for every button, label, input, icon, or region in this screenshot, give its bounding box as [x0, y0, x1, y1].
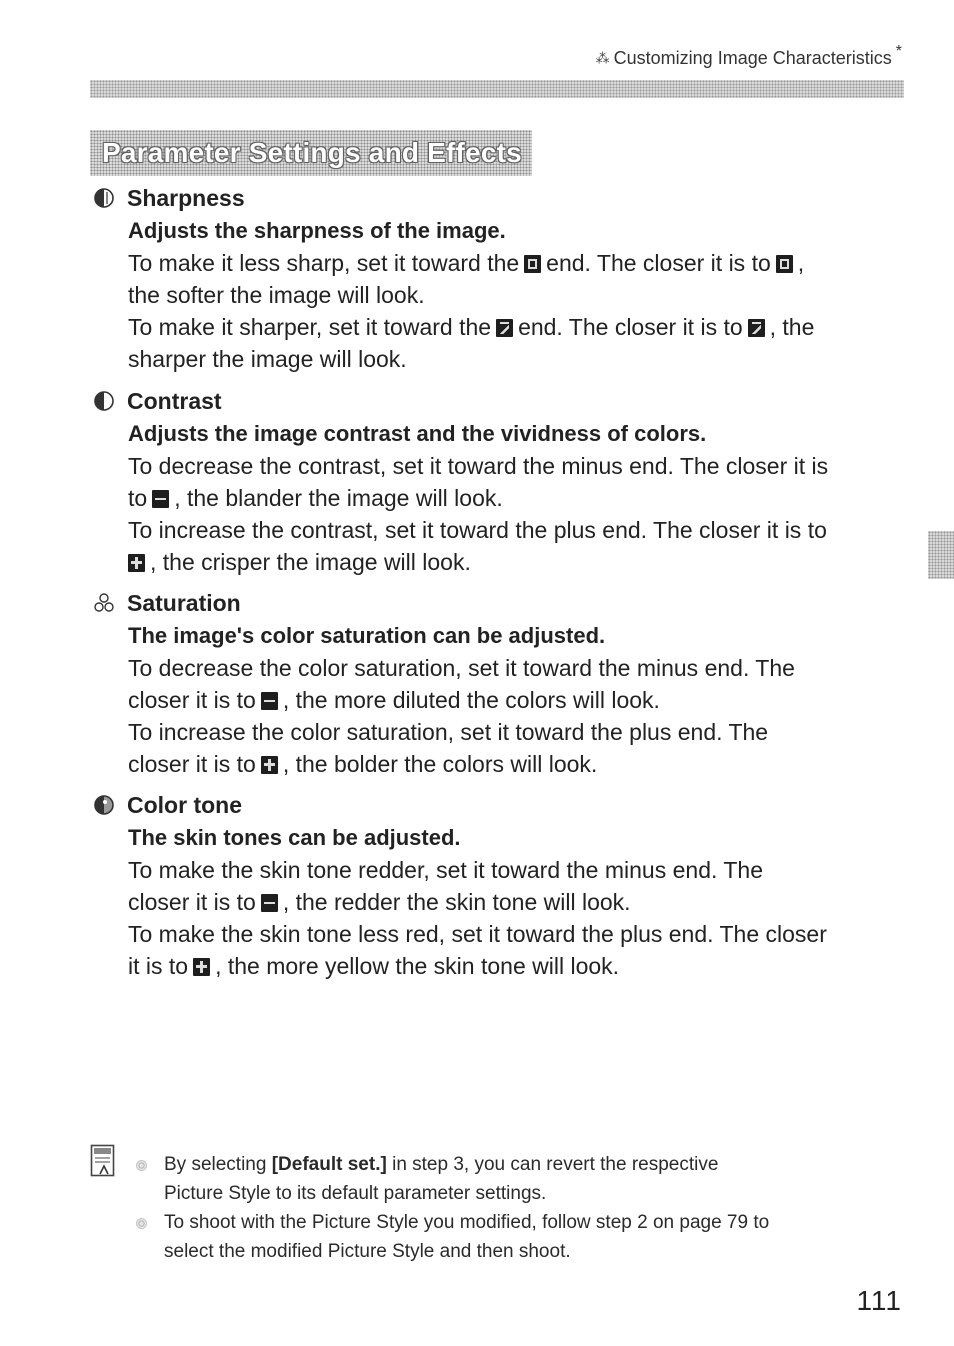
plus-setting-icon	[128, 554, 145, 572]
param-sharpness	[90, 183, 910, 375]
param-saturation	[90, 588, 910, 780]
param-name: Color tone	[127, 791, 242, 818]
param-text: To decrease the contrast, set it toward the minus end. The closer it is to , the blander the image will look.	[128, 453, 829, 511]
bullet-icon	[136, 1218, 147, 1229]
page-number: 111	[856, 1285, 902, 1316]
note-item: To shoot with the Picture Style you modified, follow step 2 on page 79 to select the modified Picture Style and then shoot.	[134, 1208, 914, 1266]
section-title: Parameter Settings and Effects	[102, 137, 522, 168]
param-color-tone	[90, 790, 910, 982]
header-asterisk: *	[895, 42, 902, 60]
param-text: To make the skin tone less red, set it toward the plus end. The closer it is to , the more yellow the skin tone will look.	[128, 921, 827, 979]
param-contrast	[90, 386, 910, 578]
running-header-title: Customizing Image Characteristics	[613, 48, 892, 68]
minus-setting-icon	[261, 692, 278, 710]
param-subtitle: The image's color saturation can be adjusted.	[128, 623, 606, 648]
zero-setting-icon	[776, 255, 793, 273]
contrast-icon	[90, 389, 118, 413]
param-text: To make it less sharp, set it toward the end. The closer it is to , the softer the image will look.	[128, 250, 805, 308]
param-text: To increase the contrast, set it toward the plus end. The closer it is to , the crisper the image will look.	[128, 517, 827, 575]
minus-setting-icon	[261, 894, 278, 912]
param-name: Sharpness	[127, 184, 245, 211]
running-header	[595, 42, 902, 69]
color-tone-icon	[90, 793, 118, 817]
bullet-icon	[136, 1160, 147, 1171]
param-text: To decrease the color saturation, set it toward the minus end. The closer it is to , the more diluted the colors will look.	[128, 655, 795, 713]
param-name: Saturation	[127, 589, 241, 616]
note-list	[134, 1150, 914, 1266]
param-subtitle: Adjusts the sharpness of the image.	[128, 218, 506, 243]
section-tab	[90, 130, 532, 176]
note-item: By selecting [Default set.] in step 3, you can revert the respective Picture Style to its default parameter settings.	[134, 1150, 914, 1208]
param-text: To make the skin tone redder, set it toward the minus end. The closer it is to , the redder the skin tone will look.	[128, 857, 763, 915]
seven-setting-icon	[748, 319, 765, 337]
plus-setting-icon	[193, 958, 210, 976]
param-text: To increase the color saturation, set it toward the plus end. The closer it is to , the bolder the colors will look.	[128, 719, 769, 777]
param-subtitle: The skin tones can be adjusted.	[128, 825, 461, 850]
param-subtitle: Adjusts the image contrast and the vividness of colors.	[128, 421, 707, 446]
param-text: To make it sharper, set it toward the end. The closer it is to , the sharper the image will look.	[128, 314, 815, 372]
header-band	[90, 80, 904, 98]
saturation-icon	[90, 591, 118, 615]
default-set-label: [Default set.]	[271, 1154, 387, 1175]
param-name: Contrast	[127, 387, 222, 414]
chapter-edge-tab	[928, 531, 954, 579]
minus-setting-icon	[152, 490, 169, 508]
seven-setting-icon	[496, 319, 513, 337]
sharpness-icon	[90, 186, 118, 210]
plus-setting-icon	[261, 756, 278, 774]
picture-style-icon: ⁂	[595, 50, 608, 66]
zero-setting-icon	[524, 255, 541, 273]
memo-icon	[90, 1144, 118, 1178]
